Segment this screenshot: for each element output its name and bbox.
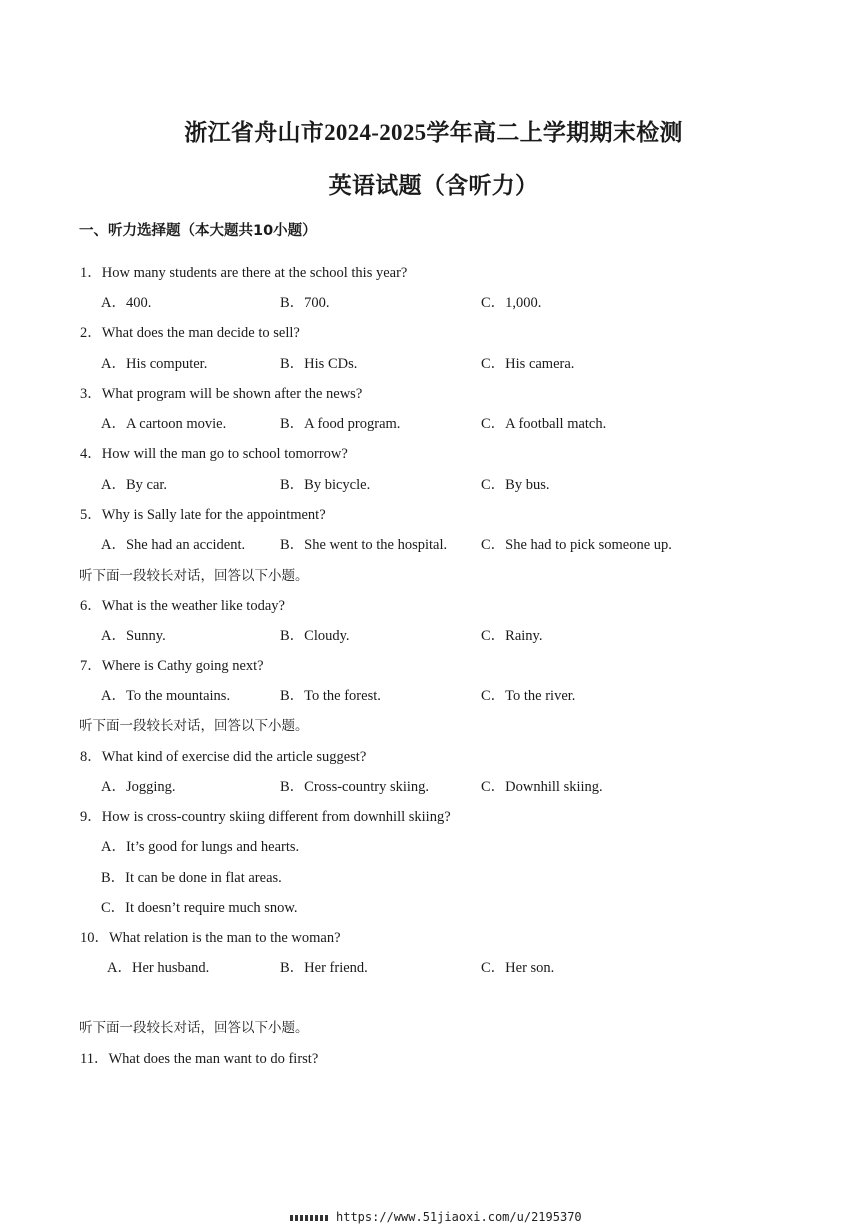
q7-option-c: C．To the river. <box>481 688 576 704</box>
section-heading: 一、听力选择题（本大题共10小题） <box>79 223 317 239</box>
q5-option-c: C．She had to pick someone up. <box>481 537 672 553</box>
q5-option-a: A．She had an accident. <box>101 537 246 553</box>
q10-option-b: B．Her friend. <box>280 960 368 976</box>
q8-option-a: A．Jogging. <box>101 779 176 795</box>
q4-option-b: B．By bicycle. <box>280 477 371 493</box>
document-title: 浙江省舟山市2024-2025学年高二上学期期末检测 <box>184 120 683 145</box>
q2-option-a: A．His computer. <box>101 356 208 372</box>
q3-option-b: B．A food program. <box>280 416 401 432</box>
question-6: 6．What is the weather like today? <box>80 598 285 614</box>
document-subtitle: 英语试题（含听力） <box>328 173 539 198</box>
q10-option-a: A．Her husband. <box>107 960 210 976</box>
q6-option-a: A．Sunny. <box>101 628 166 644</box>
question-7: 7．Where is Cathy going next? <box>80 658 264 674</box>
q9-option-b: B．It can be done in flat areas. <box>101 870 282 886</box>
question-2: 2．What does the man decide to sell? <box>80 325 300 341</box>
question-4: 4．How will the man go to school tomorrow? <box>80 446 348 462</box>
q8-option-c: C．Downhill skiing. <box>481 779 603 795</box>
q6-option-b: B．Cloudy. <box>280 628 350 644</box>
instruction-note: 听下面一段较长对话，回答以下小题。 <box>79 568 309 584</box>
q1-option-a: A．400. <box>101 295 152 311</box>
q1-option-c: C．1,000. <box>481 295 542 311</box>
q10-option-c: C．Her son. <box>481 960 555 976</box>
instruction-note: 听下面一段较长对话，回答以下小题。 <box>79 718 309 734</box>
question-9: 9．How is cross-country skiing different from downhill skiing? <box>80 809 451 825</box>
q9-option-c: C．It doesn’t require much snow. <box>101 900 298 916</box>
q3-option-c: C．A football match. <box>481 416 607 432</box>
question-11: 11．What does the man want to do first? <box>80 1051 319 1067</box>
q2-option-c: C．His camera. <box>481 356 575 372</box>
footer-url[interactable]: https://www.51jiaoxi.com/u/2195370 <box>336 1210 582 1224</box>
instruction-note: 听下面一段较长对话，回答以下小题。 <box>79 1020 309 1036</box>
question-1: 1．How many students are there at the school this year? <box>80 265 408 281</box>
q6-option-c: C．Rainy. <box>481 628 543 644</box>
q4-option-c: C．By bus. <box>481 477 550 493</box>
q2-option-b: B．His CDs. <box>280 356 358 372</box>
question-10: 10．What relation is the man to the woman? <box>80 930 341 946</box>
q7-option-a: A．To the mountains. <box>101 688 231 704</box>
q8-option-b: B．Cross-country skiing. <box>280 779 430 795</box>
question-5: 5．Why is Sally late for the appointment? <box>80 507 326 523</box>
footer-watermark <box>290 1210 582 1224</box>
question-3: 3．What program will be shown after the news? <box>80 386 363 402</box>
q9-option-a: A．It’s good for lungs and hearts. <box>101 839 300 855</box>
q5-option-b: B．She went to the hospital. <box>280 537 448 553</box>
watermark-logo <box>290 1215 330 1221</box>
q7-option-b: B．To the forest. <box>280 688 381 704</box>
q1-option-b: B．700. <box>280 295 330 311</box>
question-8: 8．What kind of exercise did the article suggest? <box>80 749 367 765</box>
q4-option-a: A．By car. <box>101 477 168 493</box>
q3-option-a: A．A cartoon movie. <box>101 416 227 432</box>
